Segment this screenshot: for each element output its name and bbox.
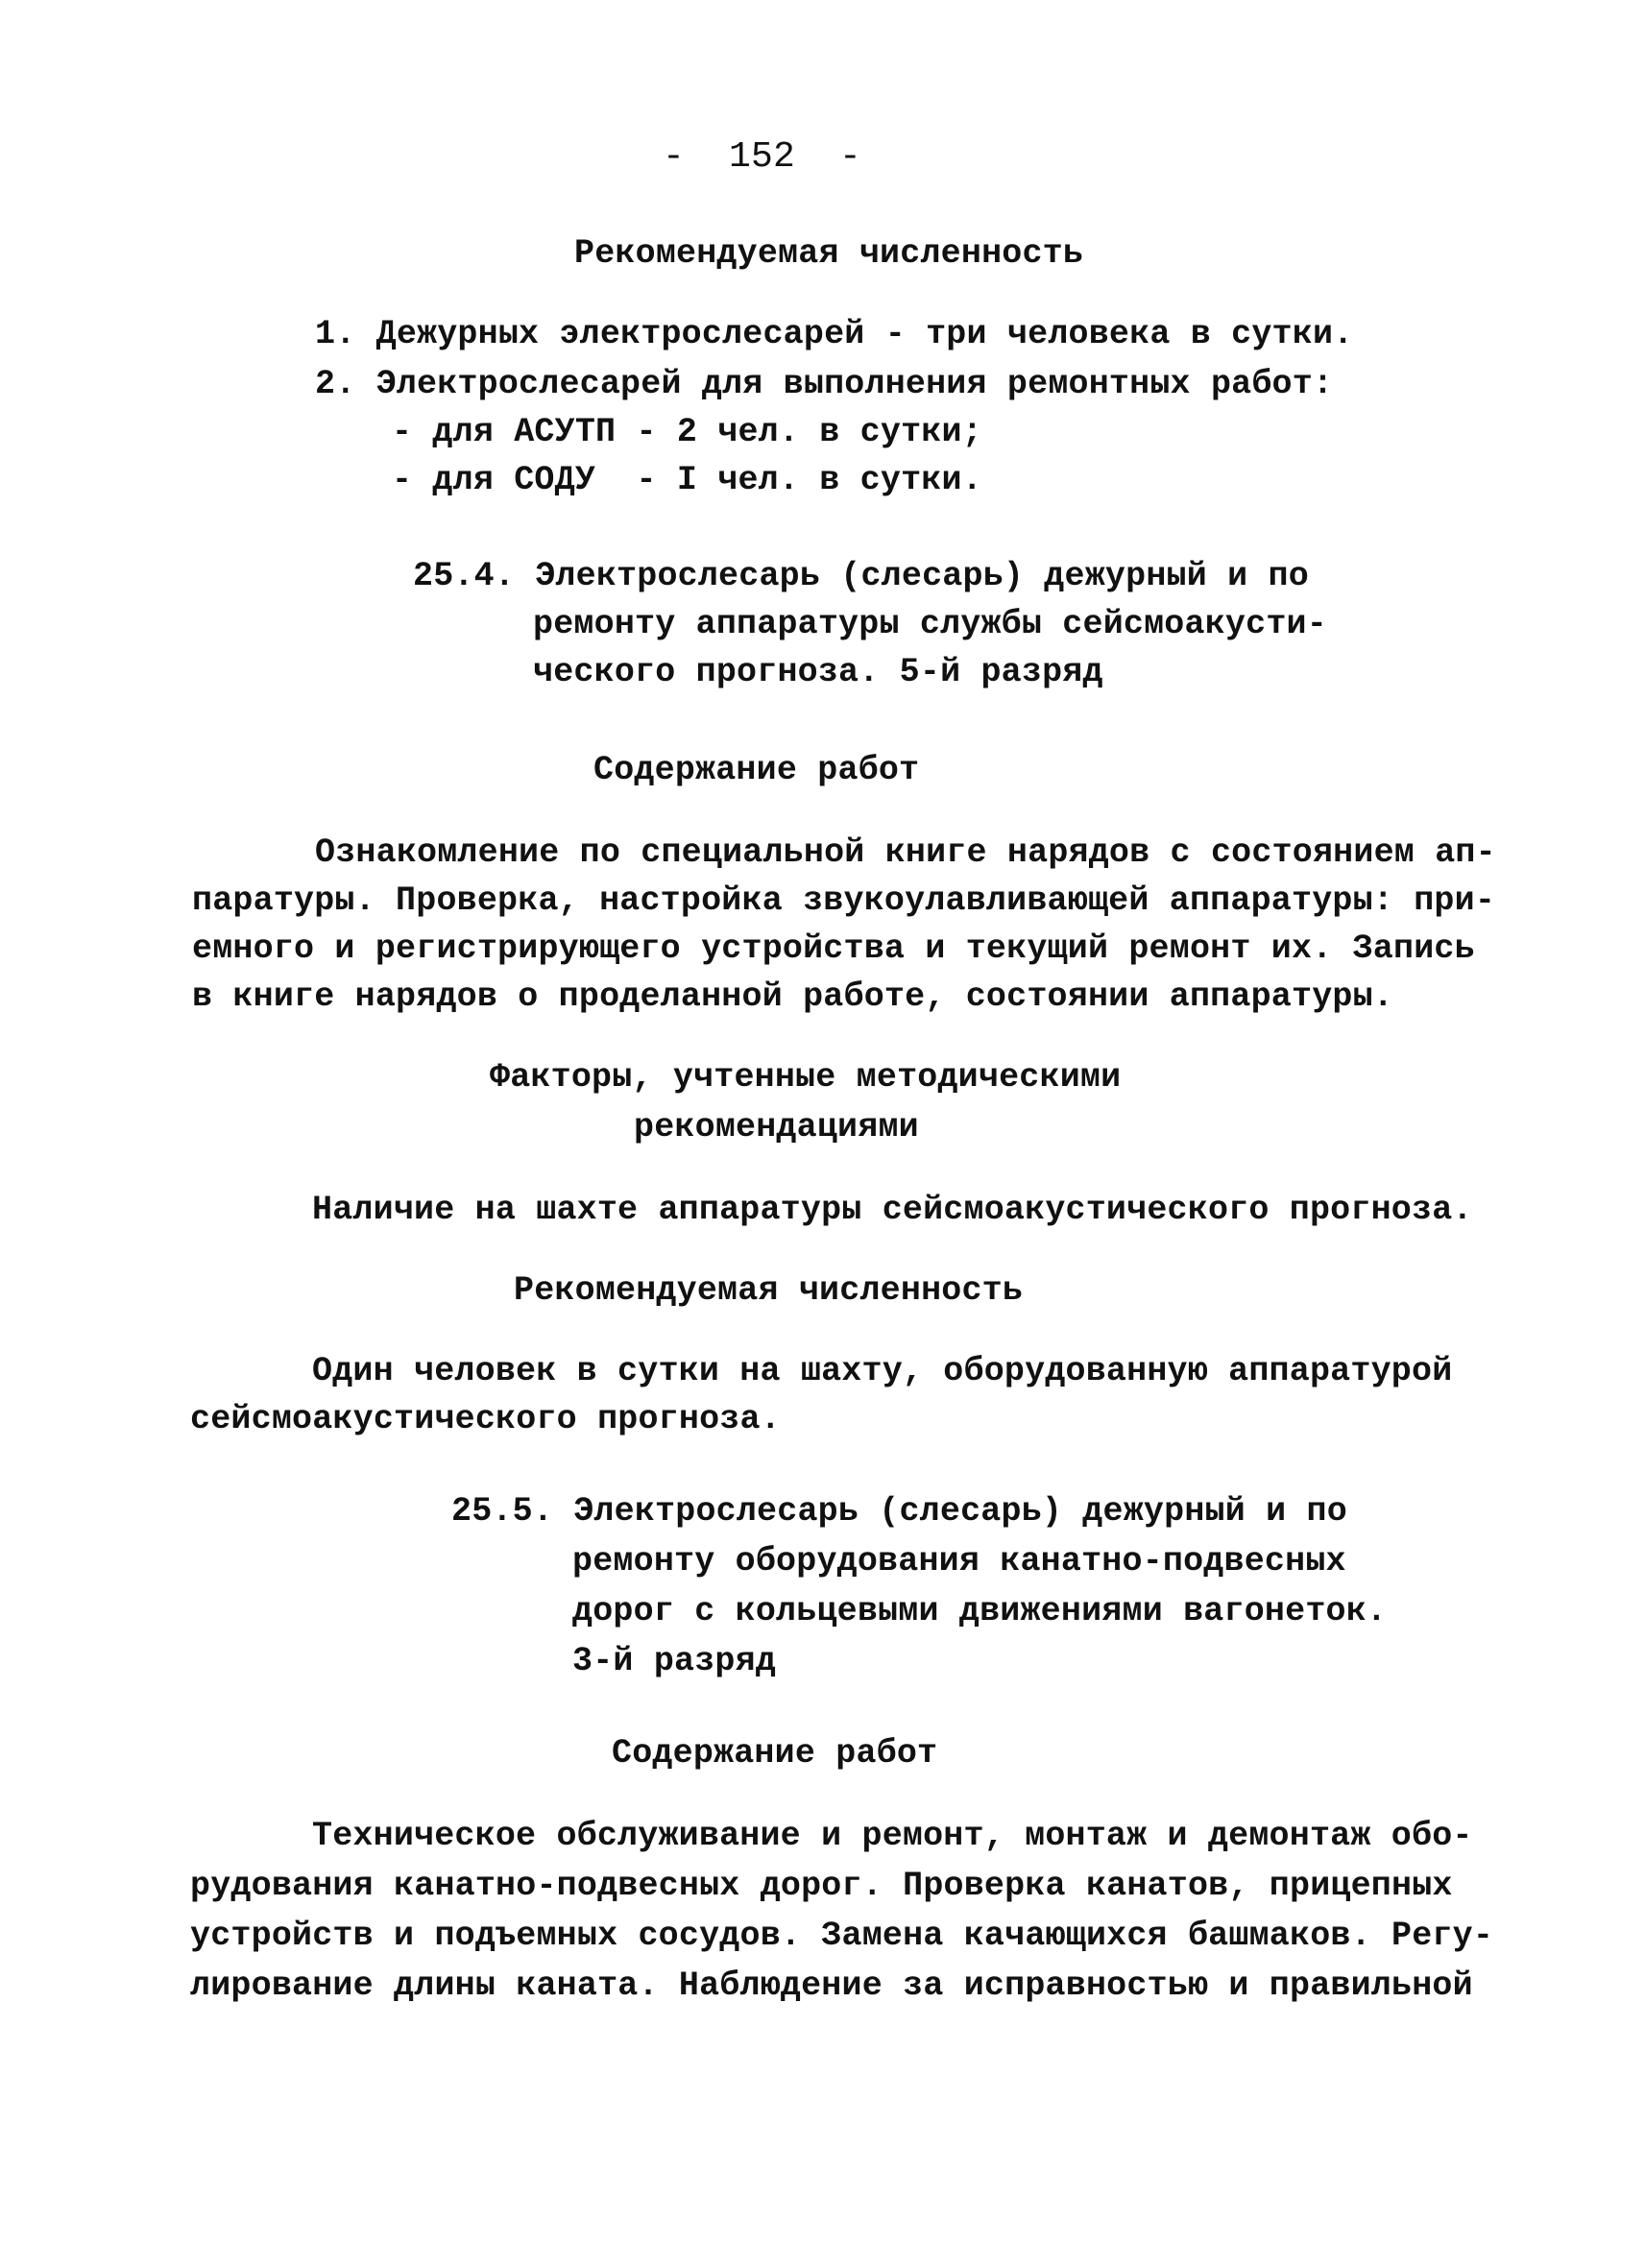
staff-item-1: 1. Дежурных электрослесарей - три человека в сутки. (315, 315, 1354, 353)
content-heading-25-5: Содержание работ (612, 1734, 938, 1773)
content-25-5-line-1: Техническое обслуживание и ремонт, монтаж и демонтаж обо- (312, 1817, 1473, 1855)
factors-text: Наличие на шахте аппаратуры сейсмоакустического прогноза. (312, 1191, 1473, 1229)
staff-item-2: 2. Электрослесарей для выполнения ремонтных работ: (315, 365, 1334, 403)
staff-heading-25-3: Рекомендуемая численность (574, 234, 1084, 273)
section-title-25-4-line-2: ремонту аппаратуры службы сейсмоакусти- (533, 605, 1327, 643)
staff-heading-25-4: Рекомендуемая численность (514, 1271, 1024, 1310)
section-title-25-4-line-3: ческого прогноза. 5-й разряд (533, 653, 1103, 691)
staff-25-4-line-1: Один человек в сутки на шахту, оборудованную аппаратурой (312, 1352, 1453, 1390)
staff-25-4-line-2: сейсмоакустического прогноза. (190, 1400, 781, 1438)
staff-subitem-asutp: - для АСУТП - 2 чел. в сутки; (392, 413, 982, 451)
content-heading-25-4: Содержание работ (593, 751, 920, 789)
content-25-5-line-3: устройств и подъемных сосудов. Замена качающихся башмаков. Регу- (190, 1917, 1494, 1955)
content-25-5-line-4: лирование длины каната. Наблюдение за исправностью и правильной (190, 1966, 1473, 2005)
section-title-25-5-line-3: дорог с кольцевыми движениями вагонеток. (572, 1592, 1388, 1630)
page-number: - 152 - (663, 136, 862, 178)
factors-heading-line-2: рекомендациями (634, 1108, 919, 1146)
section-title-25-4-line-1: 25.4. Электрослесарь (слесарь) дежурный и по (413, 557, 1309, 595)
staff-subitem-sodu: - для СОДУ - I чел. в сутки. (392, 461, 982, 499)
factors-heading-line-1: Факторы, учтенные методическими (490, 1058, 1122, 1097)
content-25-4-line-4: в книге нарядов о проделанной работе, состоянии аппаратуры. (192, 977, 1394, 1016)
section-title-25-5-line-1: 25.5. Электрослесарь (слесарь) дежурный и по (451, 1492, 1347, 1531)
section-title-25-5-line-2: ремонту оборудования канатно-подвесных (572, 1542, 1346, 1580)
content-25-4-line-3: емного и регистрирующего устройства и текущий ремонт их. Запись (192, 929, 1475, 968)
content-25-4-line-1: Ознакомление по специальной книге нарядов с состоянием ап- (315, 833, 1496, 872)
content-25-4-line-2: паратуры. Проверка, настройка звукоулавливающей аппаратуры: при- (192, 881, 1496, 920)
content-25-5-line-2: рудования канатно-подвесных дорог. Проверка канатов, прицепных (190, 1867, 1453, 1905)
section-title-25-5-line-4: 3-й разряд (572, 1642, 777, 1680)
